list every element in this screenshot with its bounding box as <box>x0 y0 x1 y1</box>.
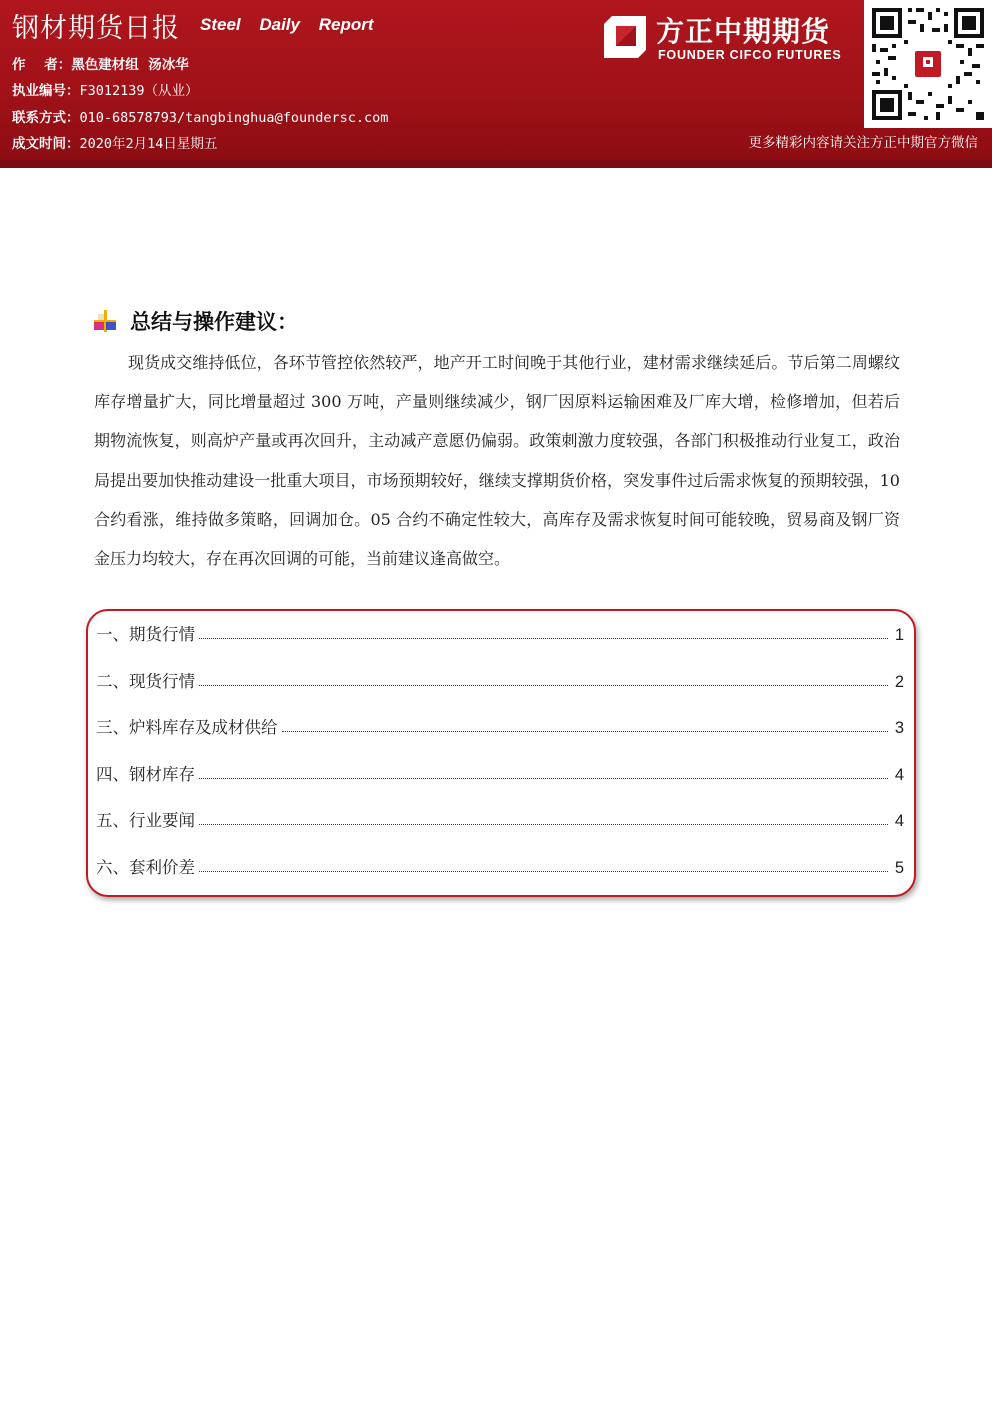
toc-item-label: 三、炉料库存及成材供给 <box>96 718 278 737</box>
toc-leader-dots <box>199 684 888 686</box>
toc-item[interactable] <box>96 621 904 645</box>
wechat-follow-note: 更多精彩内容请关注方正中期官方微信 <box>748 135 978 151</box>
toc-item-label: 一、期货行情 <box>96 625 195 644</box>
toc-leader-dots <box>199 777 888 779</box>
toc-item-page: 5 <box>894 859 904 877</box>
toc-item-page: 4 <box>894 766 904 784</box>
toc-item-page: 3 <box>894 719 904 737</box>
toc-item-page: 4 <box>894 812 904 830</box>
toc-item-page: 1 <box>894 626 904 644</box>
contact-row <box>12 106 388 126</box>
toc-item[interactable] <box>96 807 904 831</box>
section-bullet-icon <box>94 310 116 332</box>
report-subtitle: Steel Daily Report <box>200 15 374 34</box>
contact-value[interactable]: 010-68578793/tangbinghua@foundersc.com <box>79 110 389 126</box>
brand-name: 方正中期期货 <box>656 15 831 48</box>
wechat-qr-code-icon[interactable] <box>864 0 992 128</box>
author-row <box>12 53 189 73</box>
table-of-contents <box>86 609 916 897</box>
license-value: F3012139（从业） <box>79 83 199 99</box>
summary-paragraph: 现货成交维持低位，各环节管控依然较严，地产开工时间晚于其他行业，建材需求继续延后。节后第二周螺纹库存增量扩大，同比增量超过 300 万吨，产量则继续减少，钢厂因原料运输困难及厂库大增，检修增加，但若后期物流恢复，则高炉产量或再次回升，主动减产意愿仍偏弱。政策刺激力度较强，各部门积极推动行业复工，政治局提出要加快推动建设一批重大项目，市场预期较好，继续支撑期货价格，突发事件过后需求恢复的预期较强，10 合约看涨，维持做多策略，回调加仓。05 合约不确定性较大，高库存及需求恢复时间可能较晚，贸易商及钢厂资金压力均较大，存在再次回调的可能，当前建议逢高做空。 <box>94 353 900 569</box>
toc-item[interactable] <box>96 854 904 878</box>
brand-logo <box>600 10 860 70</box>
toc-leader-dots <box>199 637 888 639</box>
toc-leader-dots <box>282 730 889 732</box>
toc-item-page: 2 <box>894 673 904 691</box>
license-row <box>12 79 199 99</box>
author-value: 黑色建材组 汤冰华 <box>71 57 189 73</box>
toc-item-label: 六、套利价差 <box>96 858 195 877</box>
brand-english-name: FOUNDER CIFCO FUTURES <box>658 48 842 62</box>
toc-leader-dots <box>199 870 888 872</box>
date-row <box>12 132 217 152</box>
toc-item[interactable] <box>96 761 904 785</box>
toc-item-label: 二、现货行情 <box>96 672 195 691</box>
contact-label: 联系方式： <box>12 110 80 126</box>
toc-item[interactable] <box>96 714 904 738</box>
toc-item-label: 五、行业要闻 <box>96 811 195 830</box>
toc-item-label: 四、钢材库存 <box>96 765 195 784</box>
toc-item[interactable] <box>96 668 904 692</box>
summary-title: 总结与操作建议： <box>130 310 298 334</box>
license-label: 执业编号： <box>12 83 80 99</box>
date-value: 2020年2月14日星期五 <box>79 136 218 152</box>
toc-leader-dots <box>199 823 888 825</box>
date-label: 成文时间： <box>12 136 80 152</box>
header-divider <box>0 160 992 168</box>
author-label: 作 者： <box>12 57 72 73</box>
report-header <box>0 0 992 168</box>
report-title: 钢材期货日报 <box>12 13 180 44</box>
founder-logo-icon <box>602 14 648 60</box>
